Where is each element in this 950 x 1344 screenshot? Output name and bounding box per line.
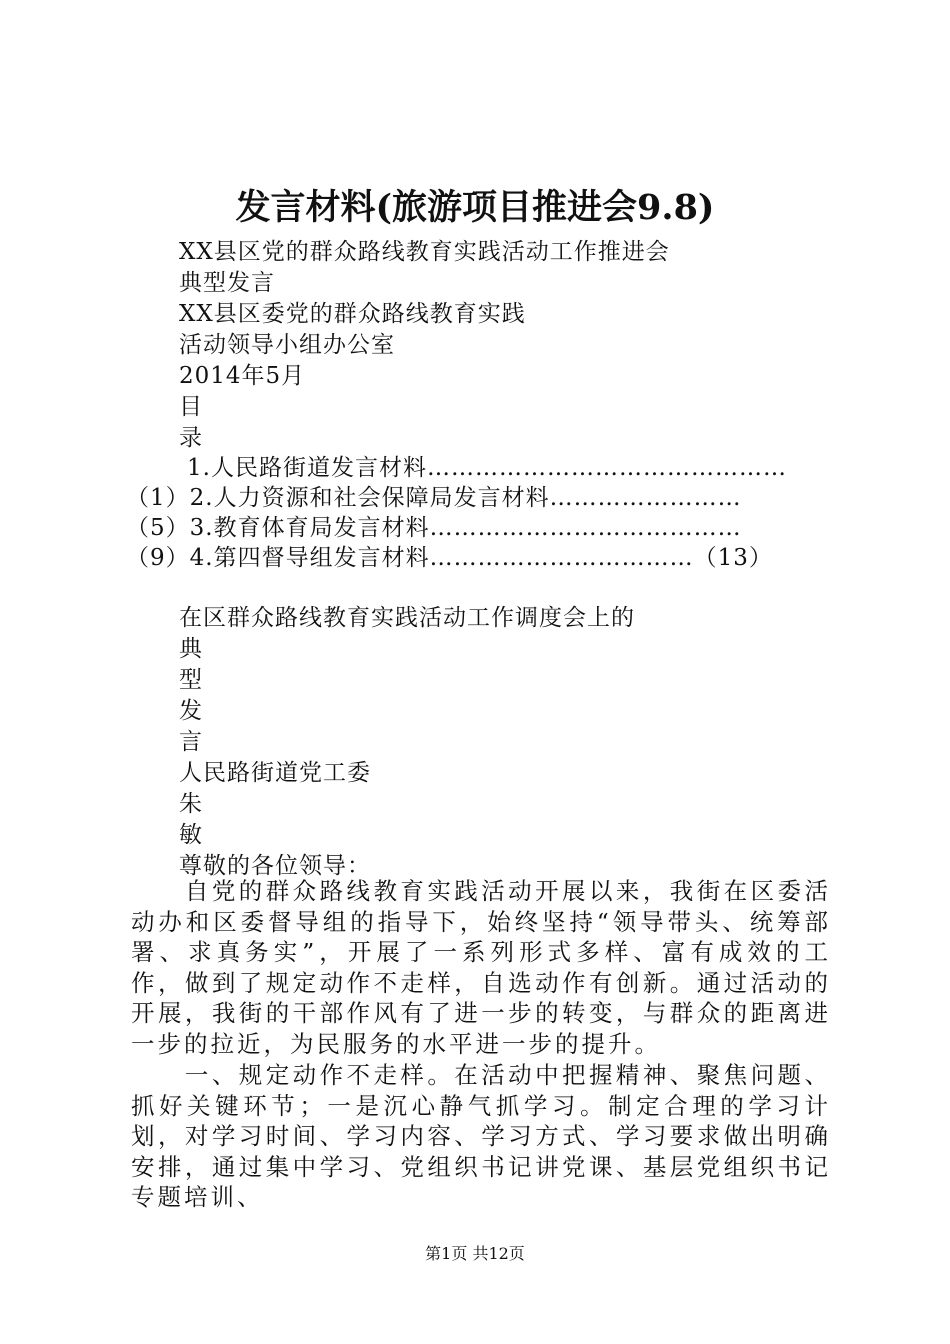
body-paragraph: 一、规定动作不走样。在活动中把握精神、聚焦问题、抓好关键环节；一是沉心静气抓学习。制定合理的学习计划，对学习时间、学习内容、学习方式、学习要求做出明确安排，通过集中学习、党组织书记讲党课、基层党组织书记专题培训、 (131, 1061, 831, 1211)
speaker-name-char: 敏 (179, 822, 203, 848)
header-line-issuer: XX县区委党的群众路线教育实践 (179, 301, 526, 327)
toc-entry: （5）3.教育体育局发言材料………………………………… (126, 515, 742, 541)
header-line-office: 活动领导小组办公室 (179, 332, 395, 358)
toc-entry: （1）2.人力资源和社会保障局发言材料…………………… (126, 485, 742, 511)
section-heading-char: 典 (179, 636, 203, 662)
page-footer: 第1页 共12页 (425, 1244, 525, 1263)
section-heading-char: 发 (179, 698, 203, 724)
section-heading-char: 言 (179, 729, 203, 755)
toc-heading-part1: 目 (179, 394, 203, 420)
toc-entry: 1.人民路街道发言材料……………………………………… (187, 455, 787, 481)
header-line-date: 2014年5月 (179, 363, 306, 389)
body-paragraph: 自党的群众路线教育实践活动开展以来，我街在区委活动办和区委督导组的指导下，始终坚持“领导带头、统筹部署、求真务实”，开展了一系列形式多样、富有成效的工作，做到了规定动作不走样，自选动作有创新。通过活动的开展，我街的干部作风有了进一步的转变，与群众的距离进一步的拉近，为民服务的水平进一步的提升。 (131, 877, 831, 1058)
section-heading-char: 型 (179, 667, 203, 693)
speaker-organization: 人民路街道党工委 (179, 760, 371, 786)
document-title: 发言材料(旅游项目推进会9.8) (235, 187, 715, 228)
toc-heading-part2: 录 (179, 425, 203, 451)
speaker-name-char: 朱 (179, 791, 203, 817)
salutation: 尊敬的各位领导： (179, 853, 371, 879)
toc-entry: （9）4.第四督导组发言材料……………………………（13） (126, 545, 773, 571)
section-heading: 在区群众路线教育实践活动工作调度会上的 (179, 605, 635, 631)
header-line-type: 典型发言 (179, 270, 275, 296)
header-line-organization: XX县区党的群众路线教育实践活动工作推进会 (179, 239, 670, 265)
